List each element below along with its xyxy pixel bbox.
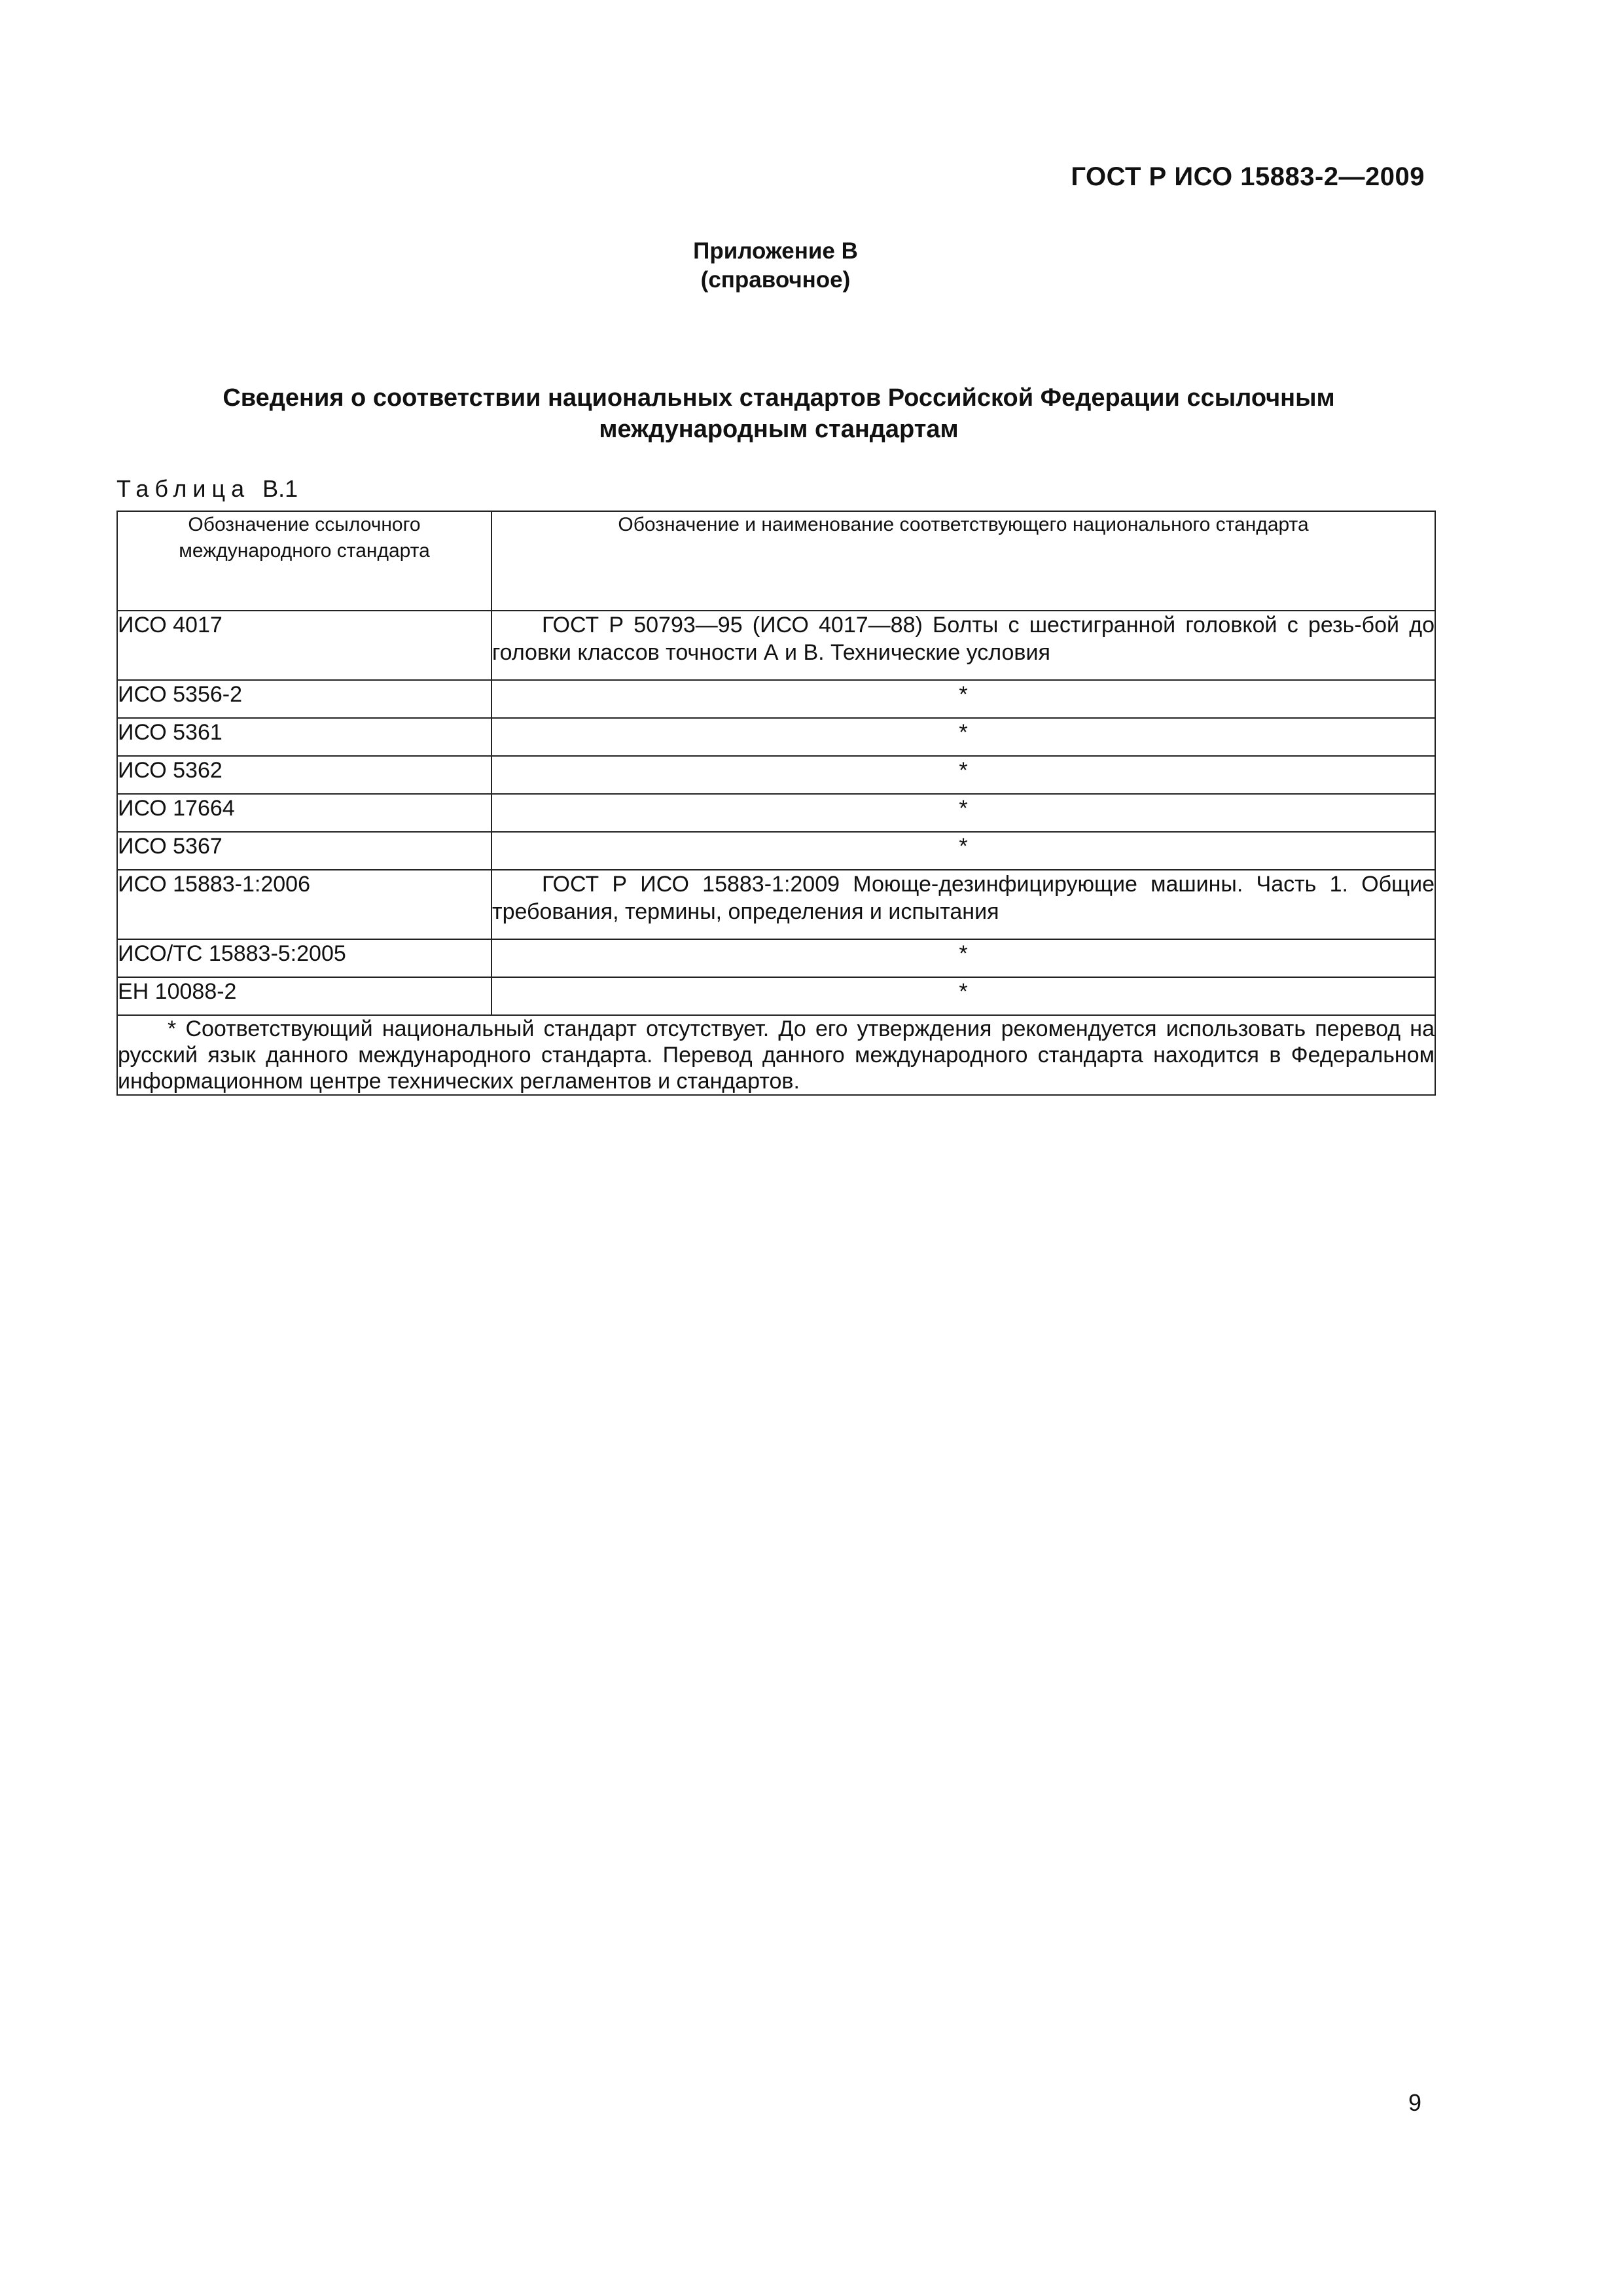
table-row (117, 832, 1435, 870)
cell-national-standard: ГОСТ Р ИСО 15883-1:2009 Моюще-дезинфицирующие машины. Часть 1. Общие требования, термины, определения и испытания (491, 870, 1435, 939)
cell-intl-standard: ИСО 15883-1:2006 (117, 870, 491, 939)
cell-national-standard: * (491, 939, 1435, 977)
table-row (117, 611, 1435, 680)
table-row (117, 718, 1435, 756)
table-row (117, 794, 1435, 832)
cell-intl-standard: ИСО 4017 (117, 611, 491, 680)
table-row (117, 680, 1435, 718)
cell-intl-standard: ИСО 17664 (117, 794, 491, 832)
cell-national-standard: ГОСТ Р 50793—95 (ИСО 4017—88) Болты с шестигранной головкой с резь-бой до головки классов точности А и В. Технические условия (491, 611, 1435, 680)
table-row (117, 939, 1435, 977)
table-footnote: * Соответствующий национальный стандарт отсутствует. До его утверждения рекомендуется использовать перевод на русский язык данного международного стандарта. Перевод данного международного стандарта находится в Федеральном информационном центре технических регламентов и стандартов. (118, 1016, 1435, 1094)
col-header-national: Обозначение и наименование соответствующего национального стандарта (491, 511, 1435, 611)
table-row (117, 870, 1435, 939)
cell-intl-standard: ИСО 5361 (117, 718, 491, 756)
annex-title: Приложение В (693, 238, 858, 264)
table-footnote-row (117, 1015, 1435, 1095)
col-header-international: Обозначение ссылочного международного стандарта (117, 511, 491, 611)
cell-intl-standard: ЕН 10088-2 (117, 977, 491, 1015)
cell-national-standard: * (491, 794, 1435, 832)
document-designation: ГОСТ Р ИСО 15883-2—2009 (1071, 162, 1425, 191)
cell-intl-standard: ИСО 5362 (117, 756, 491, 794)
cell-intl-standard: ИСО 5367 (117, 832, 491, 870)
section-title: Сведения о соответствии национальных стандартов Российской Федерации ссылочным международным стандартам (223, 384, 1335, 443)
cell-national-standard: * (491, 832, 1435, 870)
table-header-row (117, 511, 1435, 611)
page-number: 9 (1408, 2089, 1422, 2116)
annex-heading (0, 237, 1551, 295)
table-row (117, 977, 1435, 1015)
cell-national-standard: * (491, 756, 1435, 794)
table-label (116, 475, 298, 503)
cell-intl-standard: ИСО/ТС 15883-5:2005 (117, 939, 491, 977)
correspondence-table (116, 511, 1436, 1096)
table-label-number: В.1 (262, 475, 298, 502)
cell-national-standard: * (491, 718, 1435, 756)
table-label-word: Таблица (116, 475, 251, 502)
annex-type: (справочное) (700, 267, 851, 293)
cell-intl-standard: ИСО 5356-2 (117, 680, 491, 718)
cell-national-standard: * (491, 680, 1435, 718)
cell-national-standard: * (491, 977, 1435, 1015)
table-row (117, 756, 1435, 794)
